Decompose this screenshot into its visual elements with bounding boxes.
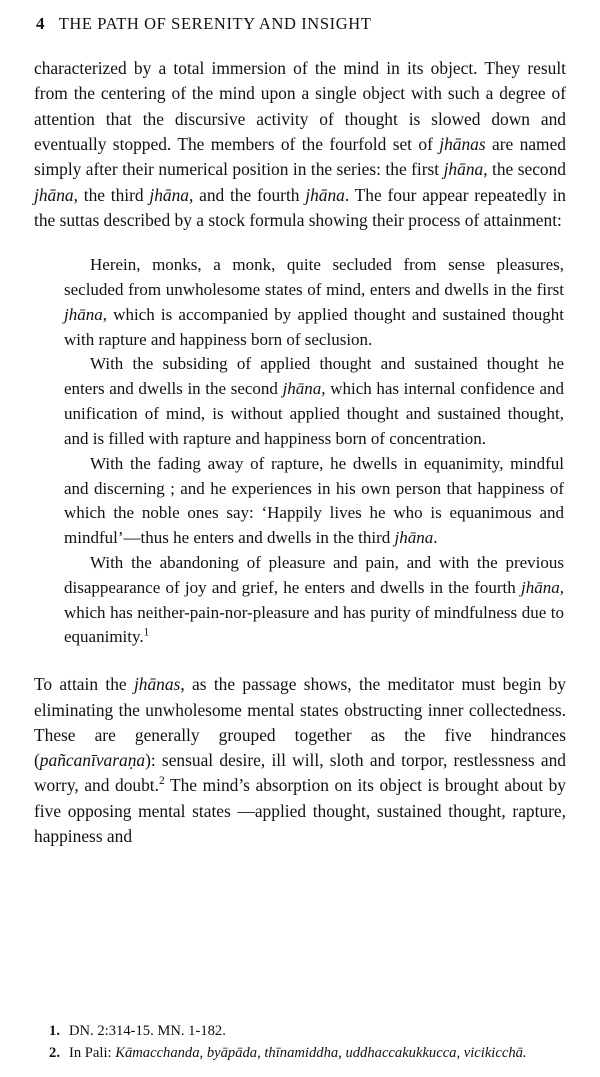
quote-1-text-b: , which is accompanied by applied thought and sustained thought with rapture and happiness born of seclusion. [64, 304, 564, 349]
footnote-number: 1. [49, 1023, 60, 1040]
footnote-reference-2: 2 [158, 775, 165, 788]
term-jhana-second: jhāna [34, 184, 74, 205]
main-text-part5: , and the fourth [188, 184, 306, 205]
quote-paragraph-2 [64, 352, 564, 451]
running-title: THE PATH OF SERENITY AND INSIGHT [58, 14, 372, 33]
closing-paragraph [34, 672, 566, 849]
term-jhana-fourth: jhāna [305, 184, 345, 205]
quote-paragraph-3 [64, 452, 564, 551]
closing-text-b: , as the passage shows, the meditator must begin by eliminating the unwholesome mental states obstructing inner collectedness. These are generally grouped together as the five hindrances ( [34, 674, 566, 771]
term-jhanas: jhānas [439, 133, 486, 154]
footnote-reference-1: 1 [143, 626, 150, 639]
footnotes-section [34, 1021, 570, 1065]
footnote-text-italic: Kāmacchanda, byāpāda, thīnamiddha, uddhaccakukkucca, vicikicchā. [115, 1045, 527, 1062]
main-text-part2: are named simply after their numerical position in the series: the first [34, 133, 566, 180]
footnote-item [34, 1043, 570, 1065]
main-text-part3: , the second [483, 159, 566, 180]
closing-text-d: The mind’s absorption on its object is brought about by five opposing mental states —applied thought, sustained thought, rapture, happiness and [34, 775, 567, 847]
closing-text-c: ): sensual desire, ill will, sloth and torpor, restlessness and worry, and doubt. [34, 750, 566, 796]
quote-4-text-a: With the abandoning of pleasure and pain, and with the previous disappearance of joy and grief, he enters and dwells in the fourth [64, 552, 564, 597]
main-paragraph [34, 56, 566, 233]
quote-paragraph-1 [64, 253, 564, 352]
quote-2-text-a: With the subsiding of applied thought and sustained thought he enters and dwells in the second [64, 354, 564, 399]
main-text-part4: , the third [73, 184, 150, 205]
term-jhana-first: jhāna [443, 159, 484, 180]
quote-3-text-b: . [433, 528, 438, 548]
footnote-text-roman: DN. 2:314-15. MN. 1-182. [69, 1023, 226, 1040]
quote-3-text-a: With the fading away of rapture, he dwells in equanimity, mindful and discerning ; and he experiences in his own person that happiness of which the noble ones say: ‘Happily lives he who is equanimous and mindful’—thus he enters and dwells in the third [64, 453, 564, 548]
main-text-part1: characterized by a total immersion of the mind in its object. They result from the centering of the mind upon a single object with such a degree of attention that the discursive activity of thought is slowed down and eventually stopped. The members of the fourfold set of [34, 58, 566, 154]
quote-4-term-jhana: jhāna [521, 577, 560, 597]
quote-3-term-jhana: jhāna [394, 528, 434, 548]
term-jhana-third: jhāna [149, 184, 189, 205]
quote-2-text-b: , which has internal confidence and unification of mind, is without applied thought and sustained thought, and is filled with rapture and happiness born of concentration. [64, 379, 564, 448]
block-quotation [34, 253, 566, 650]
footnote-text [69, 1021, 570, 1043]
page-header [34, 14, 566, 34]
footnote-text [69, 1043, 570, 1065]
page-number: 4 [36, 14, 45, 33]
closing-term-pancanivarana: pañcanīvaraṇa [39, 750, 146, 771]
quote-paragraph-4 [64, 551, 564, 650]
main-text-part6: . The four appear repeatedly in the suttas described by a stock formula showing their process of attainment: [34, 184, 566, 230]
closing-text-a: To attain the [34, 674, 134, 695]
quote-1-text-a: Herein, monks, a monk, quite secluded from sense pleasures, secluded from unwholesome states of mind, enters and dwells in the first [64, 255, 564, 299]
quote-4-text-b: , which has neither-pain-nor-pleasure and has purity of mindfulness due to equanimity. [64, 577, 564, 647]
footnote-number: 2. [49, 1045, 60, 1062]
footnote-item [34, 1021, 570, 1043]
quote-1-term-jhana: jhāna [64, 304, 103, 324]
quote-2-term-jhana: jhāna [282, 379, 322, 399]
closing-term-jhanas: jhānas [133, 674, 181, 695]
footnote-text-roman: In Pali: [69, 1045, 116, 1062]
